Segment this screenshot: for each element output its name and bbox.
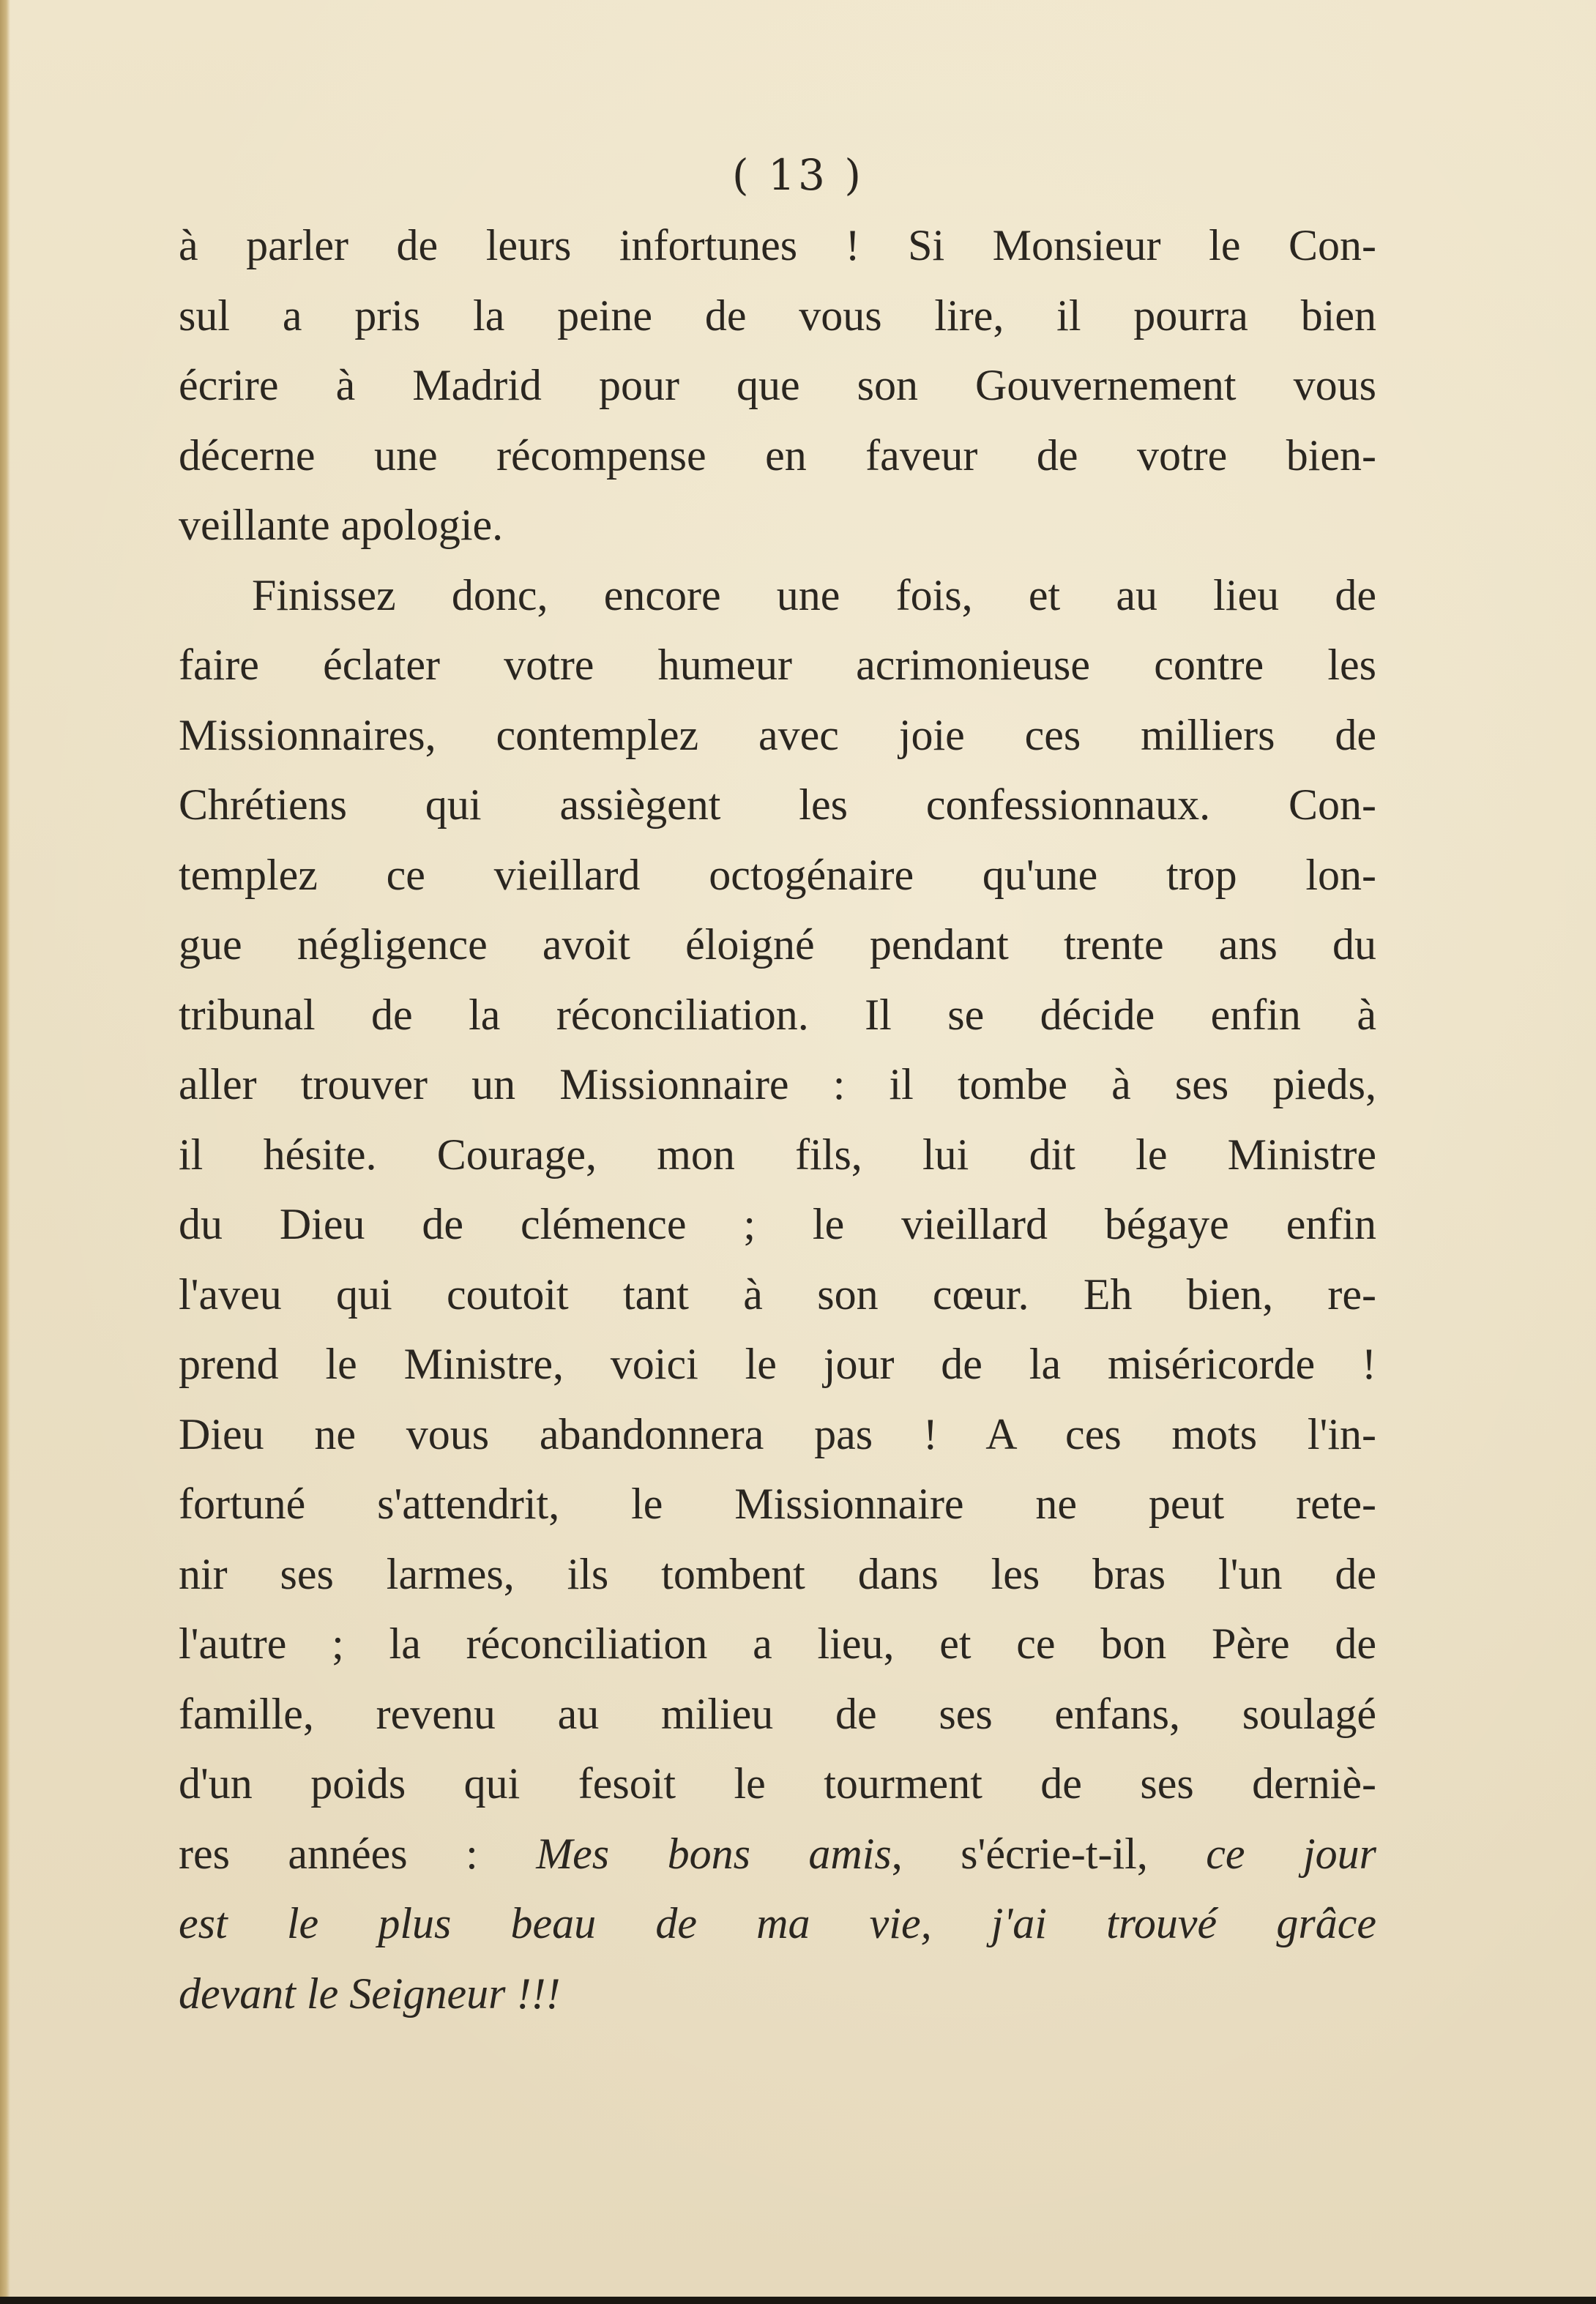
text-line: Chrétiens qui assiègent les confessionnaux. Con-: [179, 780, 1376, 829]
italic-text: Mes bons amis: [536, 1829, 892, 1878]
italic-line: devant le Seigneur !!!: [179, 1969, 561, 2018]
text-line: l'aveu qui coutoit tant à son cœur. Eh bien, re-: [179, 1270, 1376, 1319]
text-line: écrire à Madrid pour que son Gouvernement vous: [179, 361, 1376, 409]
text-line: templez ce vieillard octogénaire qu'une trop lon-: [179, 850, 1376, 899]
text-line: Missionnaires, contemplez avec joie ces milliers de: [179, 710, 1376, 759]
text-line: sul a pris la peine de vous lire, il pourra bien: [179, 291, 1376, 340]
paragraph-start-line: Finissez donc, encore une fois, et au lieu de: [252, 570, 1376, 619]
text-line: d'un poids qui fesoit le tourment de ses derniè-: [179, 1759, 1376, 1808]
binding-edge: [0, 0, 10, 2304]
text-line: faire éclater votre humeur acrimonieuse contre les: [179, 641, 1376, 689]
text-line: aller trouver un Missionnaire : il tombe à ses pieds,: [179, 1060, 1376, 1108]
text-line: décerne une récompense en faveur de votre bien-: [179, 430, 1376, 480]
text-block: [179, 211, 1376, 2029]
text-line: Dieu ne vous abandonnera pas ! A ces mots l'in-: [179, 1409, 1376, 1458]
italic-line: est le plus beau de ma vie, j'ai trouvé grâce: [179, 1899, 1376, 1947]
italic-text: ce jour: [1206, 1829, 1376, 1878]
text-line: famille, revenu au milieu de ses enfans, soulagé: [179, 1689, 1376, 1738]
text-line: nir ses larmes, ils tombent dans les bras l'un de: [179, 1549, 1376, 1598]
text-line: gue négligence avoit éloigné pendant trente ans du: [179, 920, 1376, 969]
scan-bottom-edge: [0, 2297, 1596, 2304]
text-line: l'autre ; la réconciliation a lieu, et ce bon Père de: [179, 1619, 1376, 1668]
text-line: tribunal de la réconciliation. Il se décide enfin à: [179, 990, 1376, 1039]
text-line: à parler de leurs infortunes ! Si Monsieur le Con-: [179, 221, 1376, 269]
text-line: du Dieu de clémence ; le vieillard bégaye enfin: [179, 1200, 1376, 1248]
text-line: fortuné s'attendrit, le Missionnaire ne peut rete-: [179, 1480, 1376, 1528]
page-number: ( 13 ): [732, 150, 864, 200]
text-line: res années : Mes bons amis, s'écrie-t-il, ce jour: [179, 1829, 1376, 1878]
paragraph-end-line: veillante apologie.: [179, 501, 504, 549]
text-line: il hésite. Courage, mon fils, lui dit le Ministre: [179, 1130, 1376, 1179]
text-line: prend le Ministre, voici le jour de la miséricorde !: [179, 1340, 1376, 1388]
